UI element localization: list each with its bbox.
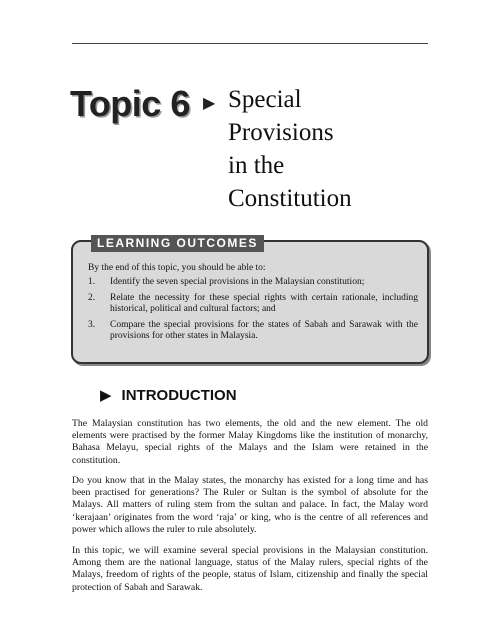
learning-outcomes-intro: By the end of this topic, you should be able to:	[88, 263, 266, 273]
topic-number-label: Topic 6	[70, 83, 190, 124]
paragraph-text: Do you know that in the Malay states, the monarchy has existed for a long time and has been practised for generations? The Ruler or Sultan is the symbol of absolute for the Malays. All matters of ruling stem from the sultan and palace. In fact, the Malay word ‘kerajaan’ originates from the word ‘raja’ or king, who is the centre of all references and power which allows the ruler to rule absolutely.	[72, 475, 428, 535]
topic-title-line: Constitution	[228, 185, 352, 212]
list-item	[88, 277, 418, 289]
topic-title	[228, 83, 428, 215]
topic-arrow-icon: ▶	[203, 93, 216, 112]
topic-title-line: Special	[228, 86, 302, 113]
list-item-number: 1.	[88, 277, 96, 287]
paragraph-text: In this topic, we will examine several special provisions in the Malaysian constitution. Among them are the national language, status of the Malay rulers, special rights of the Malays, freedom of rights of the people, status of Islam, citizenship and finally the special protection of Sabah and Sarawak.	[72, 545, 428, 593]
introduction-heading-text: INTRODUCTION	[121, 386, 237, 404]
list-item-text: Compare the special provisions for the states of Sabah and Sarawak with the provisions for other states in Malaysia.	[110, 319, 418, 341]
top-rule	[72, 43, 428, 44]
list-item-text: Identify the seven special provisions in the Malaysian constitution;	[110, 277, 365, 287]
topic-title-line: in the	[228, 152, 285, 179]
list-item-number: 2.	[88, 292, 96, 303]
topic-title-line: Provisions	[228, 119, 334, 146]
paragraph-text: The Malaysian constitution has two elements, the old and the new element. The old elements were practised by the former Malay Kingdoms like the institution of monarchy, Bahasa Melayu, special rights of the Malays and the Islam were retained in the constitution.	[72, 418, 428, 466]
paragraph-2	[72, 475, 428, 536]
introduction-heading	[100, 386, 237, 404]
list-item	[88, 320, 418, 343]
learning-outcomes-list	[88, 277, 418, 347]
learning-outcomes-header: LEARNING OUTCOMES	[91, 235, 264, 252]
paragraph-1	[72, 418, 428, 467]
list-item-number: 3.	[88, 319, 96, 330]
paragraph-3	[72, 545, 428, 594]
list-item	[88, 293, 418, 316]
triangle-right-icon: ▶	[100, 386, 112, 404]
list-item-text: Relate the necessity for these special rights with certain rationale, including historical, political and cultural factors; and	[110, 292, 418, 314]
